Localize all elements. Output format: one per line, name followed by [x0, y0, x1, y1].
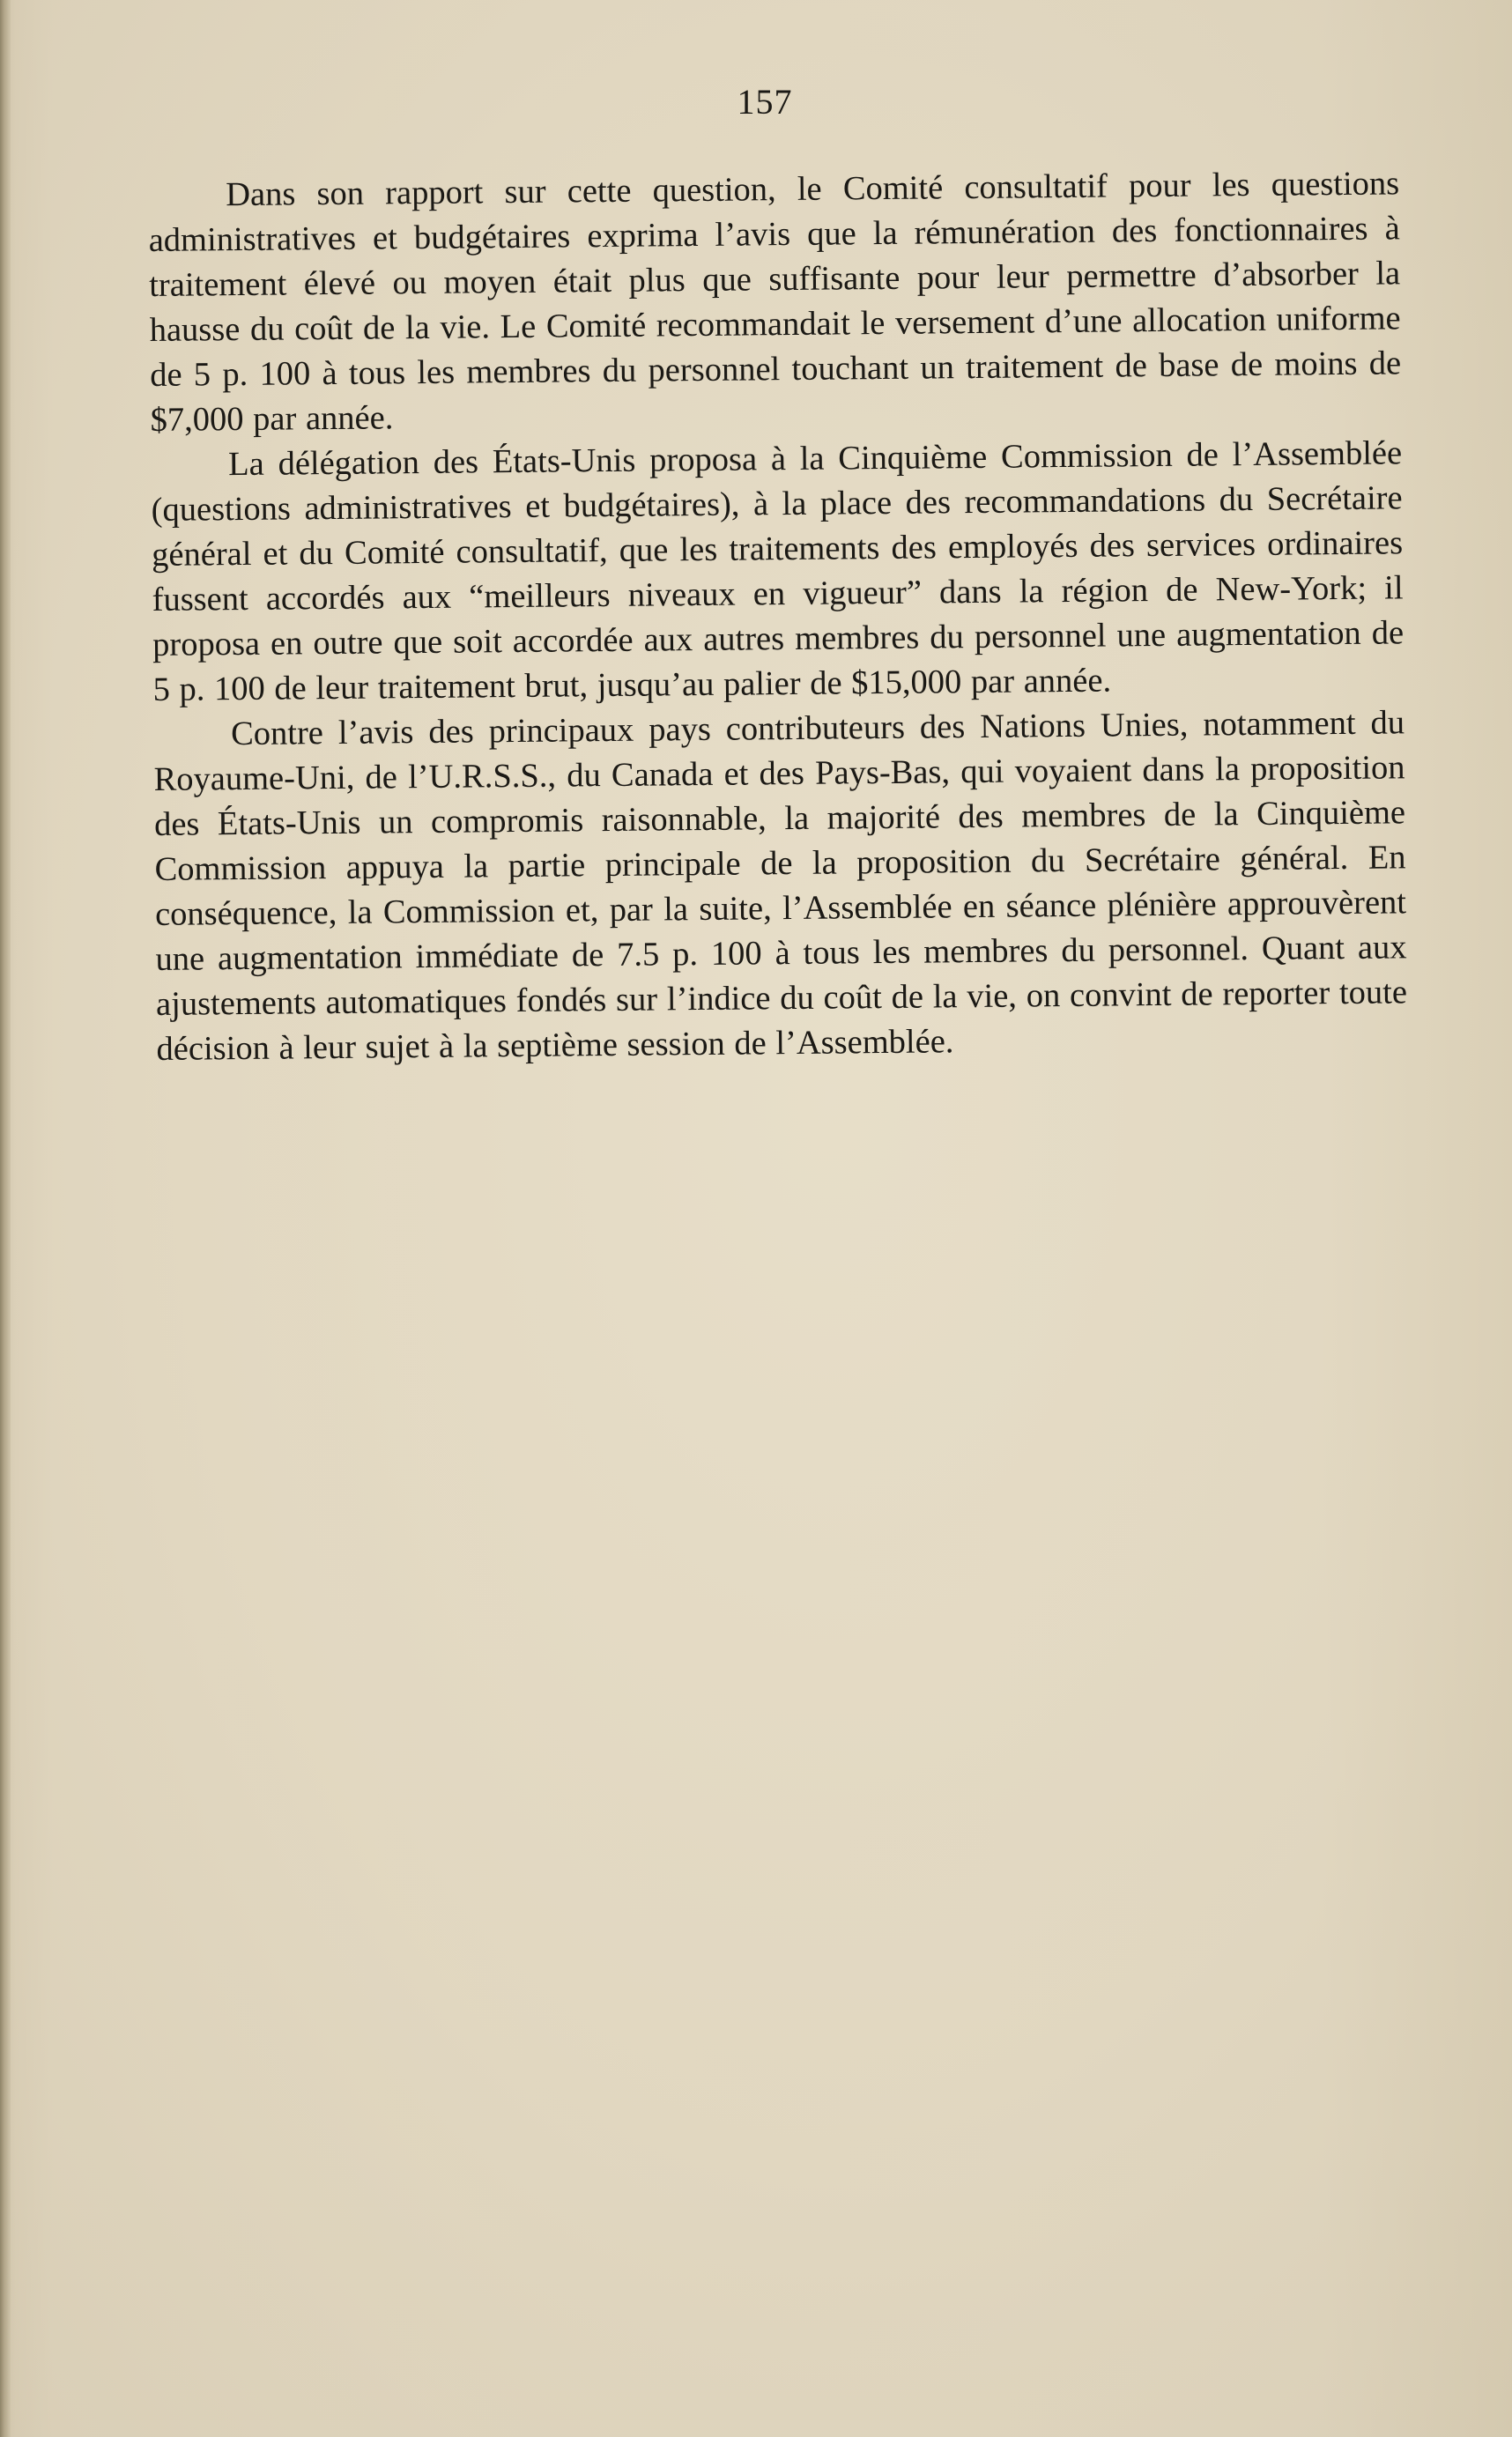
body-text [148, 161, 1408, 1072]
binding-edge [0, 0, 11, 2437]
page-number: 157 [737, 82, 793, 122]
paragraph-2: La délégation des États-Unis proposa à la Cinquième Commission de l’Assemblée (questions administratives et budgétaires), à la place des recommandations du Secrétaire général et du Comité consultatif, que les traitements des employés des services ordinaires fussent accordés aux “meilleurs niveaux en vigueur” dans la région de New-York; il proposa en outre que soit accordée aux autres membres du personnel une augmentation de 5 p. 100 de leur traitement brut, jusqu’au palier de $15,000 par année. [151, 434, 1405, 708]
paragraph-1: Dans son rapport sur cette question, le Comité consultatif pour les questions administratives et budgétaires exprima l’avis que la rémunération des fonctionnaires à traitement élevé ou moyen était plus que suffisante pour leur permettre d’absorber la hausse du coût de la vie. Le Comité recommandait le versement d’une allocation uniforme de 5 p. 100 à tous les membres du personnel touchant un traitement de base de moins de $7,000 par année. [148, 165, 1402, 439]
paragraph-3: Contre l’avis des principaux pays contributeurs des Nations Unies, notamment du Royaume-Uni, de l’U.R.S.S., du Canada et des Pays-Bas, qui voyaient dans la proposition des États-Unis un compromis raisonnable, la majorité des membres de la Cinquième Commission appuya la partie principale de la proposition du Secrétaire général. En conséquence, la Commission et, par la suite, l’Assemblée en séance plénière approuvèrent une augmentation immédiate de 7.5 p. 100 à tous les membres du personnel. Quant aux ajustements automatiques fondés sur l’indice du coût de la vie, on convint de reporter toute décision à leur sujet à la septième session de l’Assemblée. [153, 704, 1408, 1068]
